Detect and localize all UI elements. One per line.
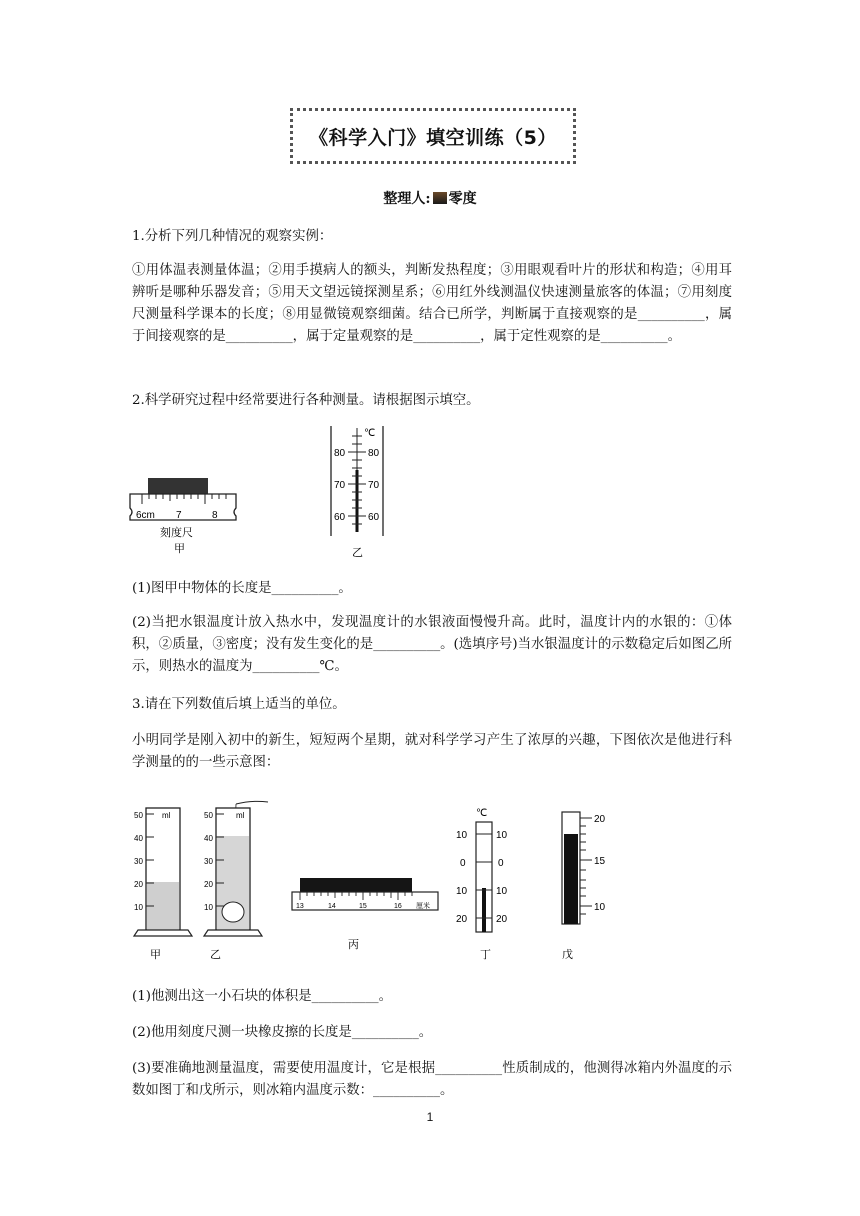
thermo-d-left-neg10: 10 (456, 886, 468, 897)
q1-body: ①用体温表测量体温；②用手摸病人的额头，判断发热程度；③用眼观看叶片的形状和构造；④用耳辨听是哪种乐器发音；⑤用天文望远镜探测星系；⑥用红外线测温仪快速测量旅客的体温；⑦用刻度尺测量科学课本的长度；⑧用显微镜观察细菌。结合已所学，判断属于直接观察的是__________，属于间接观察的是__________，属于定量观察的是__________，属于定性观察的是__________。 (132, 263, 732, 344)
ruler-tick-15: 15 (359, 903, 367, 910)
tick-right-60: 60 (368, 512, 380, 523)
thermo-d-left-neg20: 20 (456, 914, 468, 925)
figure-ruler-jia (128, 474, 240, 556)
figure-cylinder-yi (202, 800, 274, 962)
ruler-tick-16: 16 (394, 903, 402, 910)
figure-caption-jia-3: 甲 (150, 949, 161, 961)
title-box (290, 108, 576, 164)
ruler-label-8: 8 (212, 510, 218, 521)
q3-sub1: (1)他测出这一小石块的体积是__________。 (132, 989, 392, 1004)
tick-right-70: 70 (368, 480, 380, 491)
figure-caption-yi: 乙 (352, 547, 363, 559)
ruler-tick-13: 13 (296, 903, 304, 910)
figure-thermometer-wu (548, 808, 614, 962)
cyl-b-tick-40: 40 (204, 834, 213, 843)
q3-intro: 小明同学是刚入初中的新生，短短两个星期，就对科学学习产生了浓厚的兴趣，下图依次是他进行科学测量的的一些示意图： (132, 733, 732, 770)
cyl-a-tick-10: 10 (134, 903, 143, 912)
cyl-a-unit: ml (162, 811, 171, 820)
cyl-a-tick-30: 30 (134, 857, 143, 866)
tick-left-60: 60 (334, 512, 346, 523)
figure-caption-ding: 丁 (480, 949, 491, 961)
figure-thermometer-yi (326, 424, 390, 560)
tick-left-70: 70 (334, 480, 346, 491)
ruler-label-7: 7 (176, 510, 182, 521)
ruler-caption: 刻度尺 (160, 527, 193, 539)
cyl-b-tick-20: 20 (204, 880, 213, 889)
figure-caption-yi-3: 乙 (210, 949, 221, 961)
cyl-b-tick-30: 30 (204, 857, 213, 866)
q2-sub2: (2)当把水银温度计放入热水中，发现温度计的水银液面慢慢升高。此时，温度计内的水银的：①体积，②质量，③密度；没有发生变化的是__________。(选填序号)当水银温度计的示数稳定后如图乙所示，则热水的温度为__________℃。 (132, 615, 732, 674)
thermo-d-right-0: 0 (498, 858, 504, 869)
q3-sub3: (3)要准确地测量温度，需要使用温度计，它是根据__________性质制成的，他测得冰箱内外温度的示数如图丁和戊所示，则冰箱内温度示数：__________。 (132, 1061, 732, 1098)
thermo-e-tick-20: 20 (594, 814, 606, 825)
author-avatar-icon (433, 192, 447, 204)
q3-sub2: (2)他用刻度尺测一块橡皮擦的长度是__________。 (132, 1025, 433, 1040)
q2-sub1: (1)图甲中物体的长度是__________。 (132, 581, 352, 596)
thermo-d-left-0: 0 (460, 858, 466, 869)
thermo-e-tick-10: 10 (594, 902, 606, 913)
page-number: 1 (426, 1110, 434, 1124)
author-name: 零度 (448, 191, 477, 207)
thermo-d-right-neg20: 20 (496, 914, 508, 925)
figure-thermometer-ding (452, 806, 518, 962)
page-title: 《科学入门》填空训练（5） (309, 126, 557, 149)
figure-caption-wu: 戊 (562, 949, 573, 961)
thermometer-unit: ℃ (364, 428, 376, 439)
figure-cylinder-jia (132, 802, 196, 962)
author-line (0, 188, 860, 208)
ruler-unit: 厘米 (416, 903, 430, 910)
cyl-b-tick-50: 50 (204, 811, 213, 820)
q1-stem: 1.分析下列几种情况的观察实例： (132, 229, 333, 244)
thermo-d-left-10: 10 (456, 830, 468, 841)
thermo-d-right-10: 10 (496, 830, 508, 841)
figure-caption-jia: 甲 (174, 543, 185, 555)
cyl-a-tick-50: 50 (134, 811, 143, 820)
thermo-d-right-neg10: 10 (496, 886, 508, 897)
tick-right-80: 80 (368, 448, 380, 459)
q3-stem: 3.请在下列数值后填上适当的单位。 (132, 697, 346, 712)
cyl-a-tick-40: 40 (134, 834, 143, 843)
ruler-label-6cm: 6cm (136, 510, 155, 521)
cyl-a-tick-20: 20 (134, 880, 143, 889)
thermo-d-unit: ℃ (476, 808, 488, 819)
figure-ruler-bing (290, 872, 440, 952)
cyl-b-unit: ml (236, 811, 245, 820)
q2-stem: 2.科学研究过程中经常要进行各种测量。请根据图示填空。 (132, 393, 480, 408)
thermo-e-tick-15: 15 (594, 856, 606, 867)
ruler-tick-14: 14 (328, 903, 336, 910)
cyl-b-tick-10: 10 (204, 903, 213, 912)
figure-caption-bing: 丙 (348, 939, 359, 951)
tick-left-80: 80 (334, 448, 346, 459)
author-prefix: 整理人: (383, 191, 431, 207)
